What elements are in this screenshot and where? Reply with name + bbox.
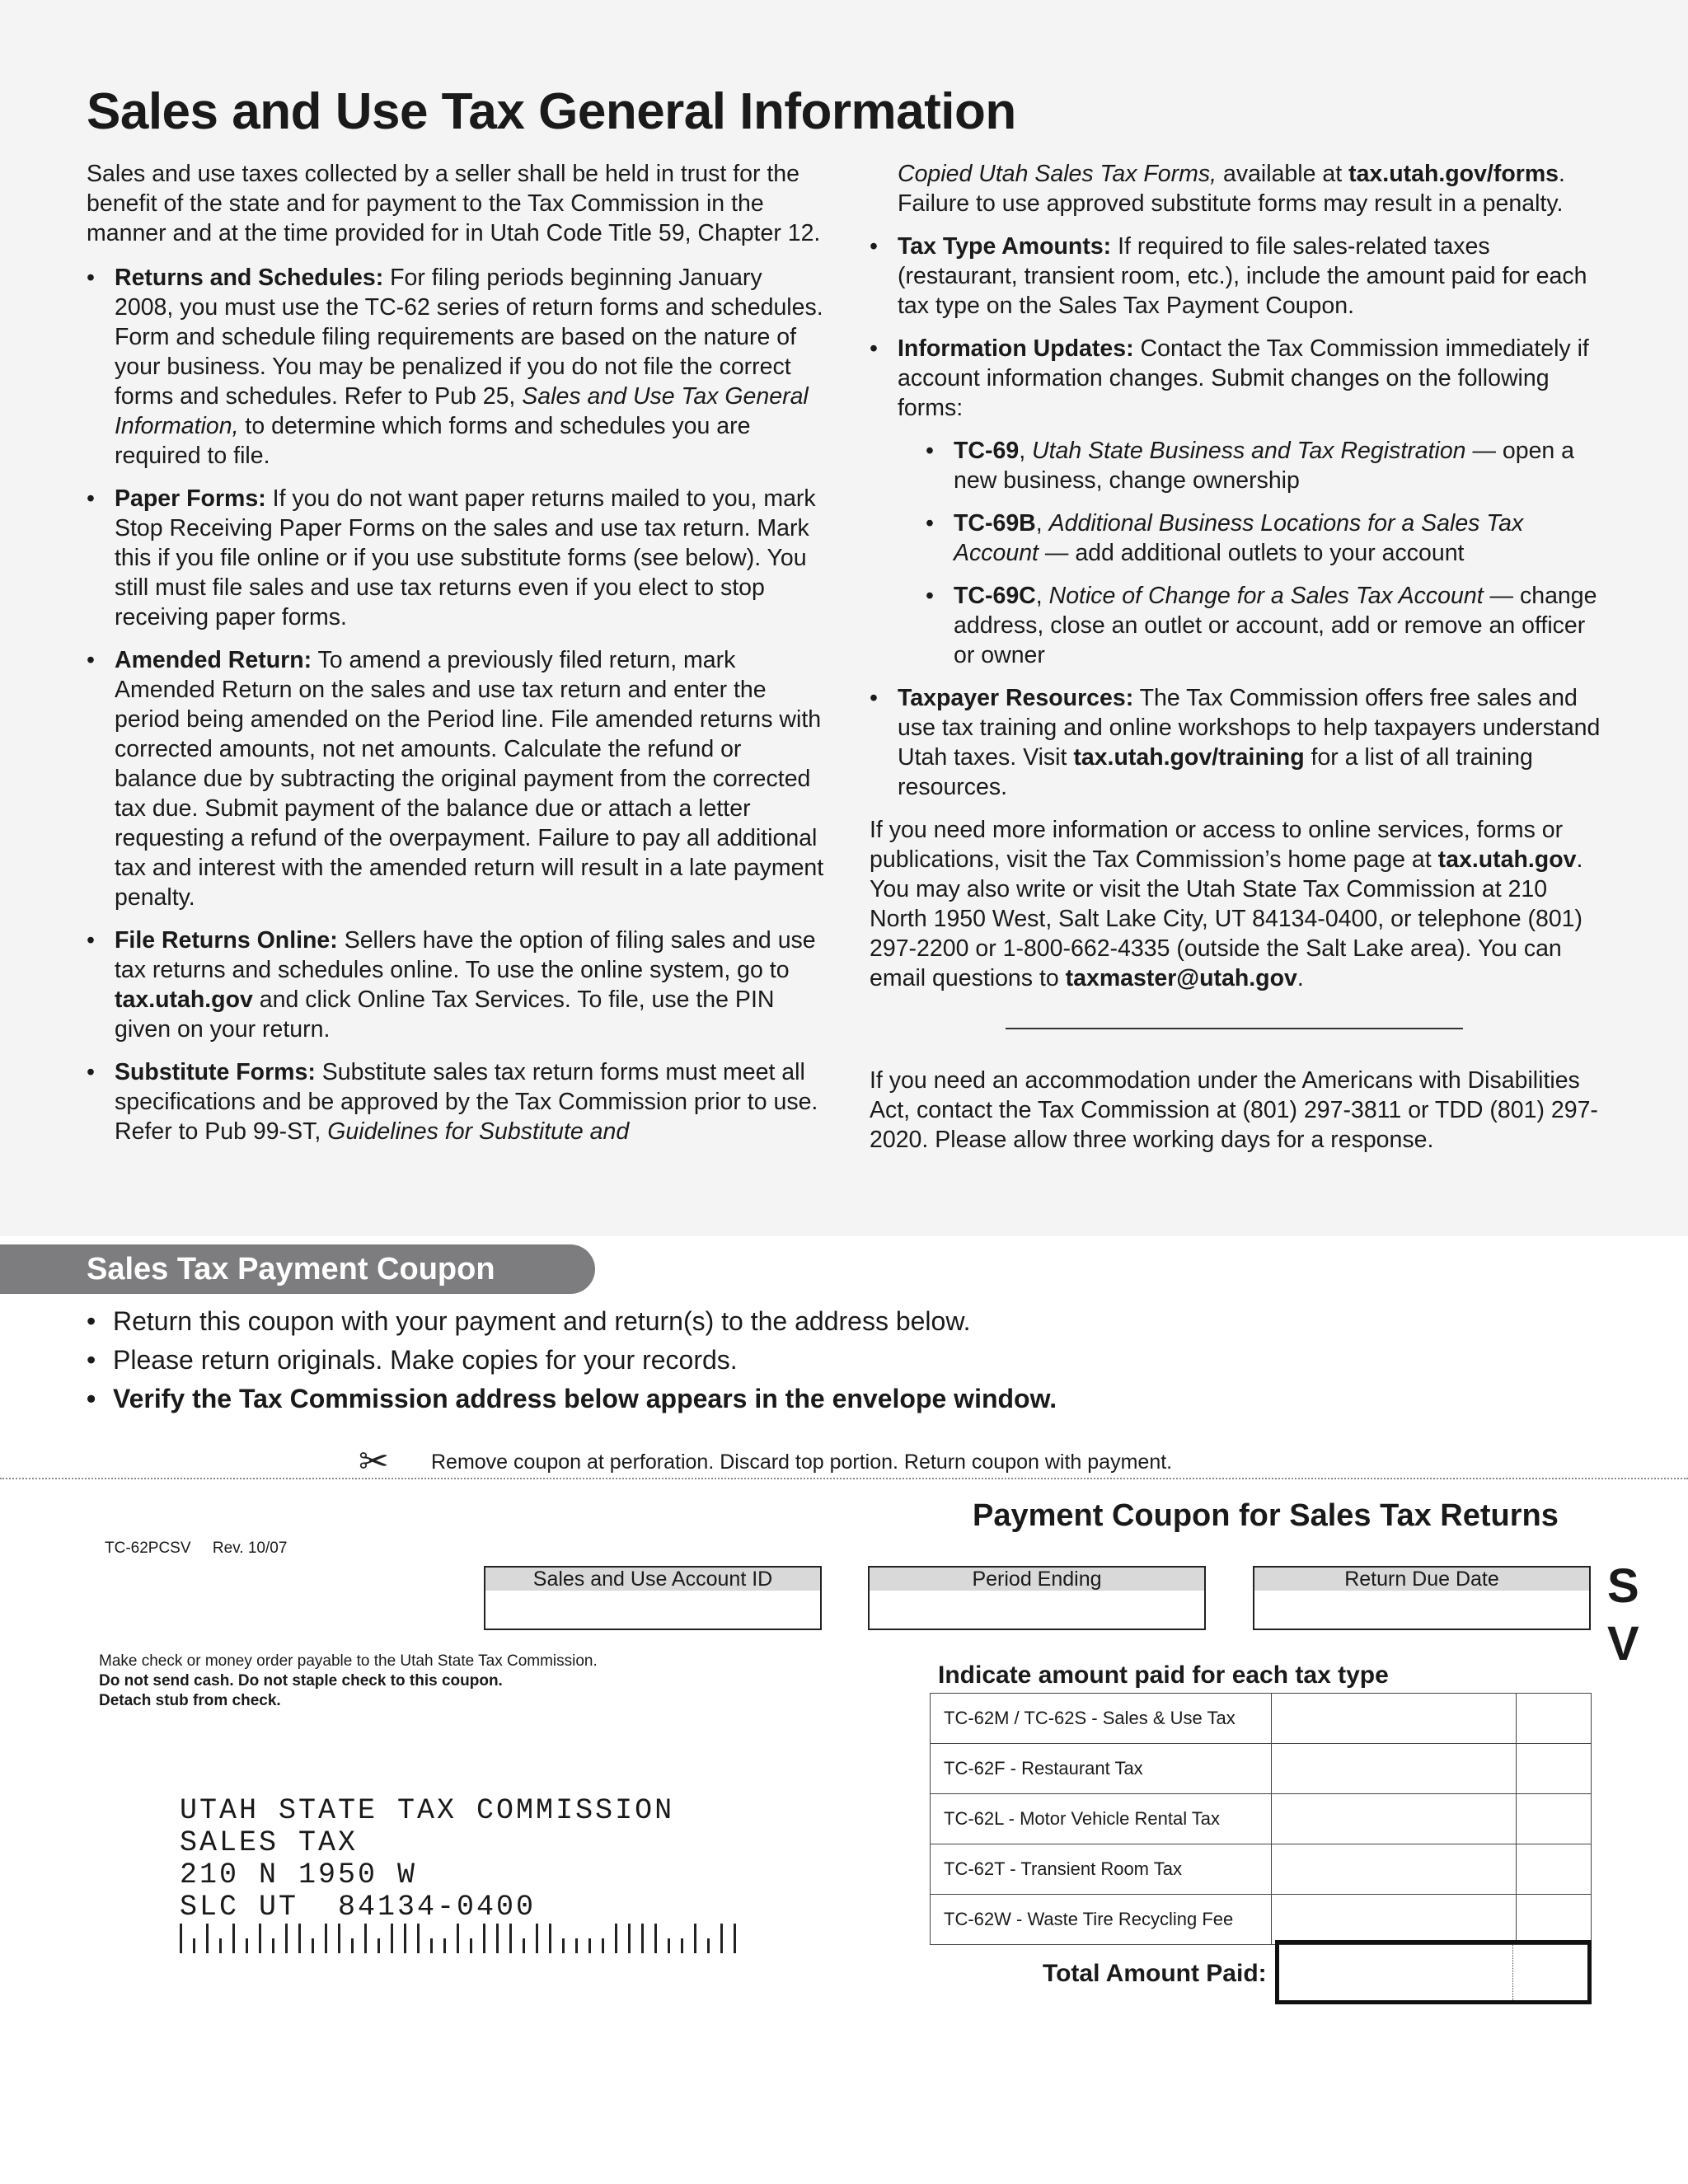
form-id: TC-62PCSV Rev. 10/07: [105, 1540, 288, 1557]
mailing-address: UTAH STATE TAX COMMISSION SALES TAX 210 N 1950 W SLC UT 84134-0400: [180, 1794, 675, 1924]
list-item: • Taxpayer Resources: The Tax Commission offers free sales and use tax training and online workshops to help taxpayers understand Utah taxes. Visit tax.utah.gov/training for a list of all training resources.: [870, 683, 1603, 802]
table-row: TC-62W - Waste Tire Recycling Fee: [931, 1895, 1592, 1945]
left-column: [87, 159, 824, 1160]
account-id-field[interactable]: Sales and Use Account ID: [484, 1566, 822, 1630]
barcode-bar: [720, 1924, 723, 1953]
barcode-bar: [641, 1924, 644, 1953]
barcode-bar: [549, 1924, 551, 1953]
intro-paragraph: Sales and use taxes collected by a seller shall be held in trust for the benefit of the state and for payment to the Tax Commission in the manner and at the time provided for in Utah Code Title 59, Chapter 12.: [87, 161, 821, 246]
cents-input[interactable]: [1517, 1744, 1592, 1794]
payment-instructions: Make check or money order payable to the Utah State Tax Commission. Do not send cash. Do not staple check to this coupon. Detach stub from check.: [99, 1652, 598, 1709]
tax-type-table: [930, 1693, 1592, 1945]
table-row: TC-62L - Motor Vehicle Rental Tax: [931, 1794, 1592, 1844]
barcode-bar: [325, 1924, 327, 1953]
cents-input[interactable]: [1517, 1694, 1592, 1744]
barcode-bar: [707, 1938, 710, 1953]
barcode-bar: [364, 1924, 367, 1953]
barcode-bar: [298, 1924, 301, 1953]
barcode-bar: [417, 1924, 420, 1953]
return-due-date-field[interactable]: Return Due Date: [1253, 1566, 1591, 1630]
table-row: TC-62F - Restaurant Tax: [931, 1744, 1592, 1794]
barcode-bar: [734, 1924, 736, 1953]
list-item: • Paper Forms: If you do not want paper returns mailed to you, mark Stop Receiving Paper Forms on the sales and use tax return. Mark this if you file online or if you use substitute forms (see below). You still must file sales and use tax returns even if you elect to stop receiving paper forms.: [87, 484, 824, 632]
coupon-instructions: [87, 1302, 1323, 1418]
cents-input[interactable]: [1517, 1794, 1592, 1844]
training-link[interactable]: tax.utah.gov/training: [1073, 744, 1305, 771]
divider: [1006, 1028, 1463, 1029]
forms-link[interactable]: tax.utah.gov/forms: [1348, 161, 1559, 187]
barcode-bar: [470, 1938, 472, 1953]
barcode-bar: [562, 1938, 565, 1953]
amount-table-title: Indicate amount paid for each tax type: [938, 1661, 1389, 1689]
cents-input[interactable]: [1517, 1844, 1592, 1895]
contact-paragraph: If you need more information or access to online services, forms or publications, visit the Tax Commission’s home page at tax.utah.gov. You may also write or visit the Utah State Tax Commission at 210 North 1950 West, Salt Lake City, UT 84134-0400, or telephone (801) 297-2200 or 1-800-662-4335 (outside the Salt Lake area). You can email questions to taxmaster@utah.gov.: [870, 817, 1583, 991]
substitute-continuation: Copied Utah Sales Tax Forms, available at tax.utah.gov/forms. Failure to use approved substitute forms may result in a penalty.: [898, 161, 1565, 217]
barcode-bar: [430, 1938, 433, 1953]
list-item: • File Returns Online: Sellers have the option of filing sales and use tax returns and schedules online. To use the online system, go to tax.utah.gov and click Online Tax Services. To file, use the PIN given on your return.: [87, 926, 824, 1044]
total-amount-field[interactable]: [1275, 1940, 1592, 2004]
email-link[interactable]: taxmaster@utah.gov: [1065, 965, 1297, 991]
list-item: • Return this coupon with your payment and return(s) to the address below.: [87, 1302, 1323, 1341]
barcode-bar: [391, 1924, 393, 1953]
barcode-bar: [654, 1924, 657, 1953]
barcode-bar: [232, 1924, 235, 1953]
barcode-bar: [259, 1924, 261, 1953]
table-row: TC-62M / TC-62S - Sales & Use Tax: [931, 1694, 1592, 1744]
barcode-bar: [193, 1938, 195, 1953]
barcode-bar: [628, 1924, 631, 1953]
coupon-section-header: Sales Tax Payment Coupon: [0, 1244, 595, 1294]
barcode-bar: [443, 1938, 446, 1953]
barcode-bar: [536, 1924, 538, 1953]
barcode-bar: [588, 1938, 591, 1953]
list-item: • Information Updates: Contact the Tax Commission immediately if account information changes. Submit changes on the following forms: • TC-69, Utah State Business and Tax Registration — open a new business, change ownership • TC-69B, Additional Business Locations for a Sales Tax Account — add additional outlets to your account • TC-69C, Notice of Change for a Sales Tax Account — change address, close an outlet or account, add or remove an officer or owner: [870, 334, 1603, 670]
barcode-bar: [338, 1924, 340, 1953]
barcode-bar: [509, 1924, 512, 1953]
sub-list-item: • TC-69C, Notice of Change for a Sales Tax Account — change address, close an outlet or account, add or remove an officer or owner: [926, 581, 1603, 670]
coupon-title: Payment Coupon for Sales Tax Returns: [973, 1498, 1559, 1533]
right-bullet-list: [870, 232, 1603, 802]
postal-barcode: [178, 1922, 763, 1955]
barcode-bar: [351, 1938, 354, 1953]
amount-input[interactable]: [1272, 1794, 1517, 1844]
sub-list-item: • TC-69B, Additional Business Locations for a Sales Tax Account — add additional outlets to your account: [926, 509, 1603, 568]
barcode-bar: [668, 1938, 670, 1953]
amount-input[interactable]: [1272, 1844, 1517, 1895]
barcode-bar: [575, 1938, 578, 1953]
left-bullet-list: [87, 263, 824, 1146]
page-title: Sales and Use Tax General Information: [87, 83, 1016, 140]
home-page-link[interactable]: tax.utah.gov: [1437, 846, 1577, 873]
barcode-bar: [272, 1938, 274, 1953]
barcode-bar: [523, 1938, 525, 1953]
amount-input[interactable]: [1272, 1744, 1517, 1794]
list-item: • Please return originals. Make copies for your records.: [87, 1341, 1323, 1380]
perforation-line: [0, 1478, 1688, 1479]
total-label: Total Amount Paid:: [1043, 1960, 1267, 1987]
amount-input[interactable]: [1272, 1895, 1517, 1945]
barcode-bar: [602, 1938, 604, 1953]
list-item: • Verify the Tax Commission address below appears in the envelope window.: [87, 1380, 1323, 1418]
sv-marker: S V: [1607, 1559, 1639, 1671]
barcode-bar: [404, 1924, 406, 1953]
barcode-bar: [246, 1938, 248, 1953]
barcode-bar: [615, 1924, 617, 1953]
barcode-bar: [180, 1924, 182, 1953]
list-item: • Returns and Schedules: For filing periods beginning January 2008, you must use the TC-62 series of return forms and schedules. Form and schedule filing requirements are based on the nature of your business. You may be penalized if you do not file the correct forms and schedules. Refer to Pub 25, Sales and Use Tax General Information, to determine which forms and schedules you are required to file.: [87, 263, 824, 471]
barcode-bar: [377, 1938, 380, 1953]
forms-sub-list: [926, 436, 1603, 670]
online-link[interactable]: tax.utah.gov: [115, 987, 253, 1013]
barcode-bar: [219, 1938, 222, 1953]
barcode-bar: [312, 1938, 314, 1953]
barcode-bar: [206, 1924, 209, 1953]
amount-input[interactable]: [1272, 1694, 1517, 1744]
barcode-bar: [694, 1924, 696, 1953]
list-item: • Tax Type Amounts: If required to file sales-related taxes (restaurant, transient room, etc.), include the amount paid for each tax type on the Sales Tax Payment Coupon.: [870, 232, 1603, 321]
barcode-bar: [457, 1924, 459, 1953]
list-item: • Substitute Forms: Substitute sales tax return forms must meet all specifications and be approved by the Tax Commission prior to use. Refer to Pub 99-ST, Guidelines for Substitute and: [87, 1057, 824, 1146]
barcode-bar: [285, 1924, 288, 1953]
right-column: [870, 159, 1603, 1169]
sub-list-item: • TC-69, Utah State Business and Tax Registration — open a new business, change ownership: [926, 436, 1603, 495]
ada-paragraph: If you need an accommodation under the Americans with Disabilities Act, contact the Tax Commission at (801) 297-3811 or TDD (801) 297-2020. Please allow three working days for a response.: [870, 1067, 1598, 1153]
barcode-bar: [681, 1938, 683, 1953]
cents-input[interactable]: [1517, 1895, 1592, 1945]
perforation-text: Remove coupon at perforation. Discard top portion. Return coupon with payment.: [431, 1451, 1173, 1474]
barcode-bar: [483, 1924, 485, 1953]
period-ending-field[interactable]: Period Ending: [868, 1566, 1206, 1630]
scissors-icon: ✂: [359, 1441, 389, 1482]
barcode-bar: [496, 1924, 499, 1953]
table-row: TC-62T - Transient Room Tax: [931, 1844, 1592, 1895]
list-item: • Amended Return: To amend a previously filed return, mark Amended Return on the sales and use tax return and enter the period being amended on the Period line. File amended returns with corrected amounts, not net amounts. Calculate the refund or balance due by subtracting the original payment from the corrected tax due. Submit payment of the balance due or attach a letter requesting a refund of the overpayment. Failure to pay all additional tax and interest with the amended return will result in a late payment penalty.: [87, 645, 824, 912]
